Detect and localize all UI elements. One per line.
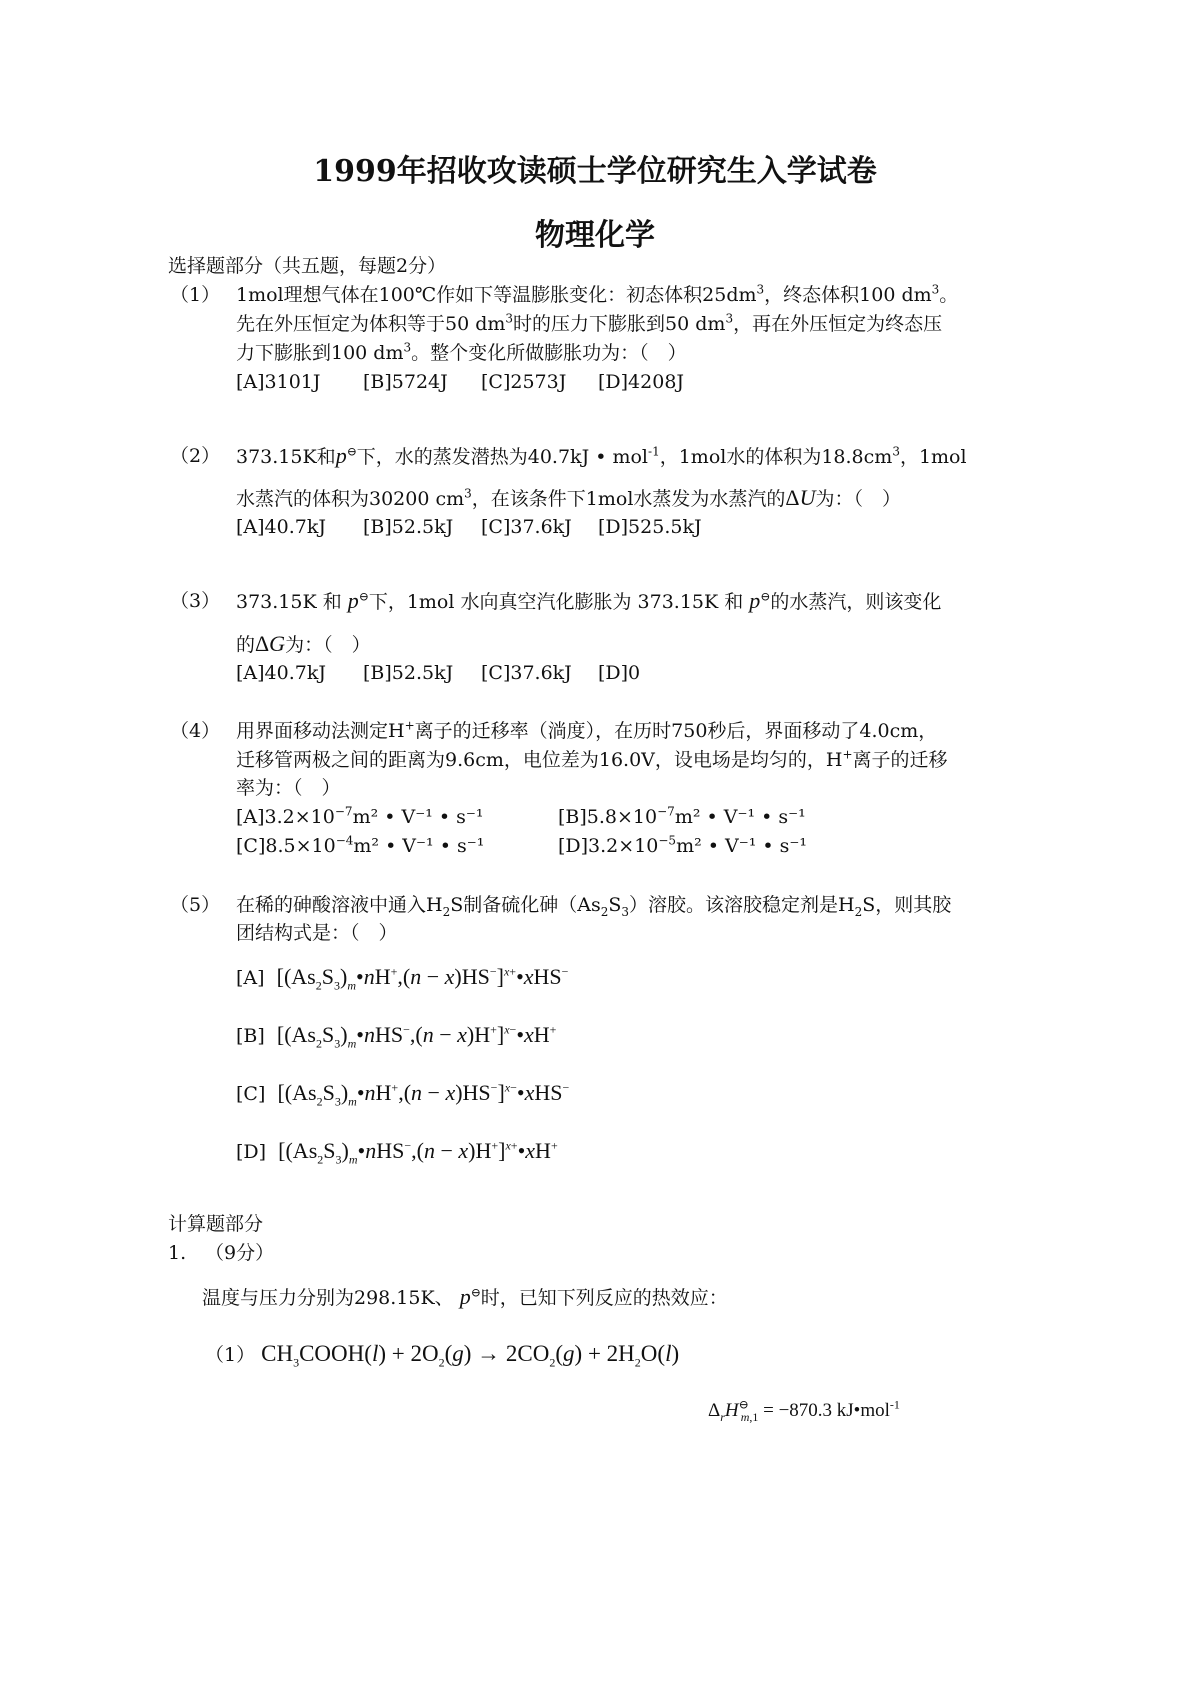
q4-number: （4） bbox=[170, 720, 221, 742]
q5-option-c: [C] [$(As_2S_3)_m•nH^+,(n$ − x)HS−]$^{x-}$•xHS− bbox=[236, 1080, 570, 1109]
q5-line-1: 在稀的砷酸溶液中通入$H_2S$制备硫化砷$(As_2S_3)$溶胶。该溶胶稳定剂是$H_2S$，则其胶 bbox=[236, 894, 952, 919]
q3-option-c: [C]37.6kJ bbox=[481, 662, 572, 684]
q4-option-b: $[B]5.8\times 10^{-7}m^2$ • V⁻¹ • s⁻¹ bbox=[558, 804, 806, 828]
q1-option-b: [B]5724J bbox=[363, 371, 448, 393]
q3-option-d: [D]0 bbox=[598, 662, 641, 684]
q1-line-1: 1mol理想气体在100℃作如下等温膨胀变化：初态体积$25dm^3$，终态体积100 $dm^3$。 bbox=[236, 282, 959, 306]
q4-line-1: 用界面移动法测定H+离子的迁移率（淌度），在历时750秒后，界面移动了4.0cm， bbox=[236, 718, 938, 742]
exam-subject: 物理化学 bbox=[535, 218, 655, 253]
q3-line-2: 的ΔG为：（ ） bbox=[236, 631, 371, 656]
q1-number: （1） bbox=[170, 284, 221, 306]
q4-option-c: $[C]8.5\times 10^{-4}m^2$ • V⁻¹ • s⁻¹ bbox=[236, 833, 485, 857]
q4-line-3: 率为：（ ） bbox=[236, 777, 341, 799]
exam-title: 1999年招收攻读硕士学位研究生入学试卷 bbox=[313, 154, 877, 189]
q1-line-3: 力下膨胀到100 $dm^3$。整个变化所做膨胀功为：（ ） bbox=[236, 340, 687, 364]
q5-option-a: [A] [$(As_2S_3)_m•nH^+,(n$ − x)HS−]$^{x+}$•xHS− bbox=[236, 964, 569, 993]
q1-option-a: [A]3101J bbox=[236, 371, 321, 393]
reaction-1-enthalpy: $\Delta_rH^⊖_{m,1} = -870.3$ kJ•mol$^{-1}$ bbox=[708, 1397, 900, 1424]
q2-option-a: [A]40.7kJ bbox=[236, 516, 326, 538]
q2-number: （2） bbox=[170, 445, 221, 467]
mc-section-heading: 选择题部分（共五题，每题2分） bbox=[168, 255, 447, 277]
q5-option-b: [B] [$(As_2S_3)_m•nHS^-,(n$ − x)H+]$^{x-}$•xH+ bbox=[236, 1022, 557, 1051]
q4-option-a: $[A]3.2\times 10^{-7}m^2$ • V⁻¹ • s⁻¹ bbox=[236, 804, 484, 828]
q2-line-2: 水蒸汽的体积为30200 $cm^3$，在该条件下1mol水蒸发为水蒸汽的ΔU为：（ ） bbox=[236, 485, 901, 510]
reaction-1: （1） $CH_3COOH(l) + 2O_2(g) \to 2CO_2(g) + 2H_2O(l)$ bbox=[205, 1341, 680, 1370]
q1-option-c: [C]2573J bbox=[481, 371, 567, 393]
q5-option-d: [D] [$(As_2S_3)_m•nHS^-,(n$ − x)H+]$^{x+}$•xH+ bbox=[236, 1138, 558, 1167]
problem-1-points: （9分） bbox=[205, 1242, 275, 1264]
q3-option-b: [B]52.5kJ bbox=[363, 662, 454, 684]
problem-1-intro: 温度与压力分别为298.15K、 p⊖时，已知下列反应的热效应： bbox=[202, 1284, 728, 1309]
q2-option-b: [B]52.5kJ bbox=[363, 516, 454, 538]
q3-line-1: 373.15K 和 p⊖下，1mol 水向真空汽化膨胀为 373.15K 和 p⊖的水蒸汽，则该变化 bbox=[236, 588, 942, 613]
q2-line-1: 373.15K和p⊖下，水的蒸发潜热为40.7kJ • mol$^{-1}$，1mol水的体积为$18.8cm^3$，1mol bbox=[236, 443, 967, 468]
q4-option-d: $[D]3.2\times 10^{-5}m^2$ • V⁻¹ • s⁻¹ bbox=[558, 833, 808, 857]
calc-section-heading: 计算题部分 bbox=[168, 1213, 264, 1235]
q1-line-2: 先在外压恒定为体积等于50 $dm^3$时的压力下膨胀到50 $dm^3$，再在外压恒定为终态压 bbox=[236, 311, 943, 335]
q5-number: （5） bbox=[170, 894, 221, 916]
q2-option-d: [D]525.5kJ bbox=[598, 516, 702, 538]
q1-option-d: [D]4208J bbox=[598, 371, 685, 393]
q2-option-c: [C]37.6kJ bbox=[481, 516, 572, 538]
q3-option-a: [A]40.7kJ bbox=[236, 662, 326, 684]
q5-line-2: 团结构式是：（ ） bbox=[236, 922, 398, 944]
q4-line-2: 迁移管两极之间的距离为9.6cm，电位差为16.0V，设电场是均匀的，H+离子的迁移 bbox=[236, 747, 948, 771]
q3-number: （3） bbox=[170, 590, 221, 612]
problem-1-number: 1. bbox=[168, 1242, 187, 1264]
